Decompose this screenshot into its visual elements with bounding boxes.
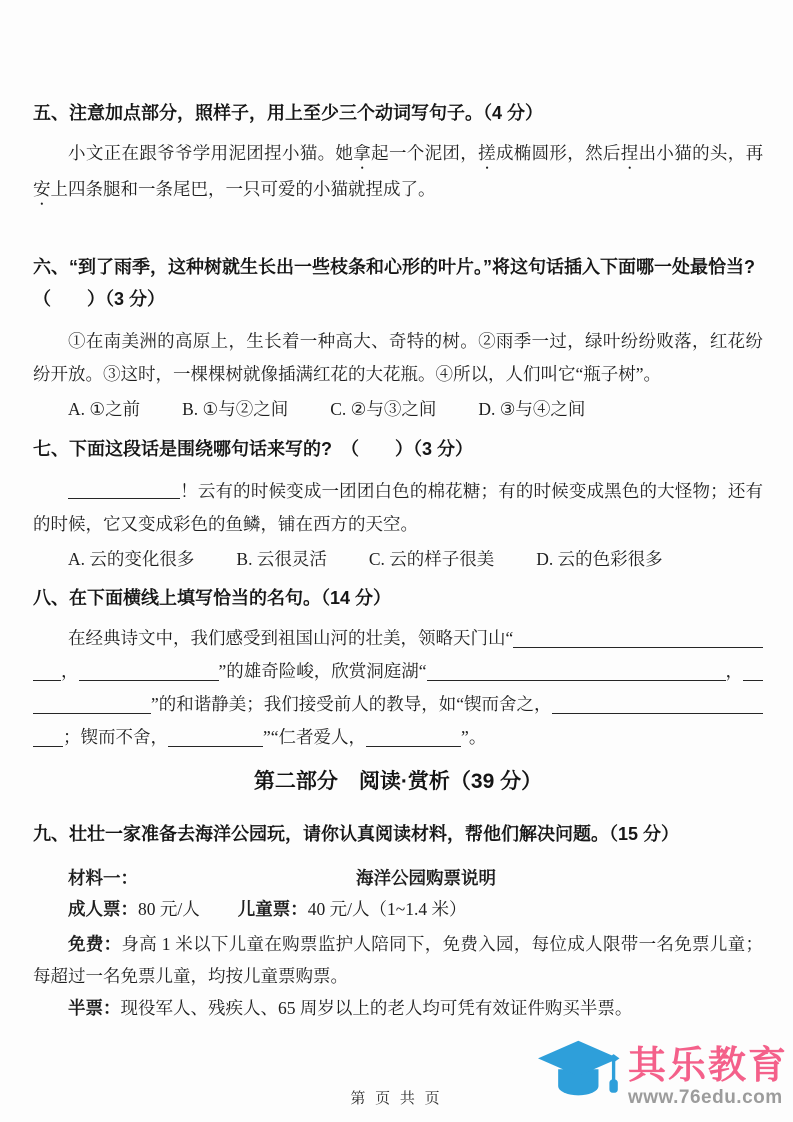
half-price-policy [33, 992, 763, 1024]
answer-blank [366, 731, 461, 747]
emphasized-char: 搓 [478, 143, 496, 163]
q8-title: 八、在下面横线上填写恰当的名句。（14 分） [33, 588, 392, 608]
part2-heading: 第二部分 阅读·赏析（39 分） [253, 770, 543, 793]
q8-fill-lines [33, 622, 763, 754]
question-7 [33, 433, 763, 576]
text-run: 出小猫的头，再 [638, 143, 764, 163]
brand-url: www.76edu.com [627, 1086, 783, 1108]
adult-ticket-value: 80 元/人 [138, 899, 200, 919]
text-run: ， [61, 661, 79, 681]
q5-paragraph [33, 137, 763, 209]
q7-title: 七、下面这段话是围绕哪句话来写的? （ ）（3 分） [33, 439, 474, 459]
page-footer: 第 页 共 页 [350, 1091, 443, 1107]
q7-paragraph [33, 475, 763, 541]
material-label: 材料一： [68, 868, 138, 888]
brand-name: 其乐教育 [627, 1044, 788, 1087]
text-run: ”的和谐静美；我们接受前人的教导，如“锲而舍之， [151, 694, 552, 714]
child-ticket-value: 40 元/人（1~1.4 米） [307, 899, 467, 919]
answer-blank [427, 665, 726, 681]
q7-options [33, 543, 763, 576]
emphasized-char: 捏 [620, 143, 639, 163]
question-6 [33, 251, 773, 426]
text-run: ， [725, 661, 743, 681]
text-run: ！云有的时候变成一团团白色的棉花糖；有的时候变成黑色的大怪物；还有的时候，它又变成彩色的鱼鳞，铺在西方的天空。 [33, 481, 763, 534]
option-a: A. 云的变化很多 [68, 549, 195, 569]
text-run: 小文正在跟爷爷学用泥团捏小猫。她 [68, 143, 354, 163]
q9-title: 九、壮壮一家准备去海洋公园玩，请你认真阅读材料，帮他们解决问题。（15 分） [33, 824, 680, 844]
answer-blank [513, 632, 763, 648]
text-run: ；锲而不舍， [63, 727, 168, 747]
child-ticket-label: 儿童票： [237, 899, 308, 919]
q6-title: 六、“到了雨季，这种树就生长出一些枝条和心形的叶片。”将这句话插入下面哪一处最恰当? （ ）（3 分） [33, 257, 773, 309]
text-run: ”“仁者爱人， [263, 727, 367, 747]
fill-line [33, 655, 763, 688]
text-run: ”。 [461, 727, 487, 747]
fill-line [33, 688, 763, 721]
exam-content [33, 97, 773, 1024]
emphasized-char: 拿 [353, 143, 372, 163]
text-run: 上四条腿和一条尾巴，一只可爱的小猫就捏成了。 [50, 179, 436, 199]
answer-blank [168, 731, 263, 747]
question-5 [33, 97, 763, 209]
option-b: B. 云很灵活 [236, 549, 327, 569]
ticket-price-row [33, 893, 763, 926]
fill-line [33, 622, 763, 655]
answer-blank [68, 483, 180, 499]
answer-blank [552, 698, 763, 714]
free-text: 身高 1 米以下儿童在购票监护人陪同下，免费入园，每位成人限带一名免票儿童；每超过一名免票儿童，均按儿童票购票。 [33, 934, 764, 986]
text-run: 在经典诗文中，我们感受到祖国山河的壮美，领略天门山“ [68, 628, 514, 648]
option-d: D. 云的色彩很多 [536, 549, 663, 569]
q6-options [33, 393, 763, 426]
material-heading: 海洋公园购票说明 [356, 868, 496, 888]
adult-ticket-label: 成人票： [68, 899, 138, 919]
free-policy [33, 928, 763, 992]
text-run: ”的雄奇险峻，欣赏洞庭湖“ [218, 661, 427, 681]
option-c: C. 云的样子很美 [368, 549, 495, 569]
half-label: 半票： [68, 998, 121, 1018]
answer-blank [79, 665, 219, 681]
question-8 [33, 582, 763, 754]
text-run: 成椭圆形，然后 [495, 143, 621, 163]
option-b: B. ①与②之间 [182, 399, 289, 419]
q5-title: 五、注意加点部分，照样子，用上至少三个动词写句子。（4 分） [33, 103, 544, 123]
emphasized-char: 安 [33, 179, 51, 199]
option-c: C. ②与③之间 [330, 399, 437, 419]
half-text: 现役军人、残疾人、65 周岁以上的老人均可凭有效证件购买半票。 [120, 998, 633, 1018]
question-9 [33, 818, 763, 1024]
free-label: 免费： [68, 934, 122, 954]
answer-blank [743, 665, 763, 681]
answer-blank [33, 698, 151, 714]
q6-paragraph: ①在南美洲的高原上，生长着一种高大、奇特的树。②雨季一过，绿叶纷纷败落，红花纷纷开放。③这时，一棵棵树就像插满红花的大花瓶。④所以，人们叫它“瓶子树”。 [33, 331, 763, 384]
text-run: 起一个泥团， [371, 143, 479, 163]
fill-line [33, 721, 763, 754]
option-a: A. ①之前 [68, 399, 141, 419]
material-header-row [33, 863, 763, 893]
option-d: D. ③与④之间 [478, 399, 586, 419]
answer-blank [33, 665, 61, 681]
answer-blank [33, 731, 63, 747]
